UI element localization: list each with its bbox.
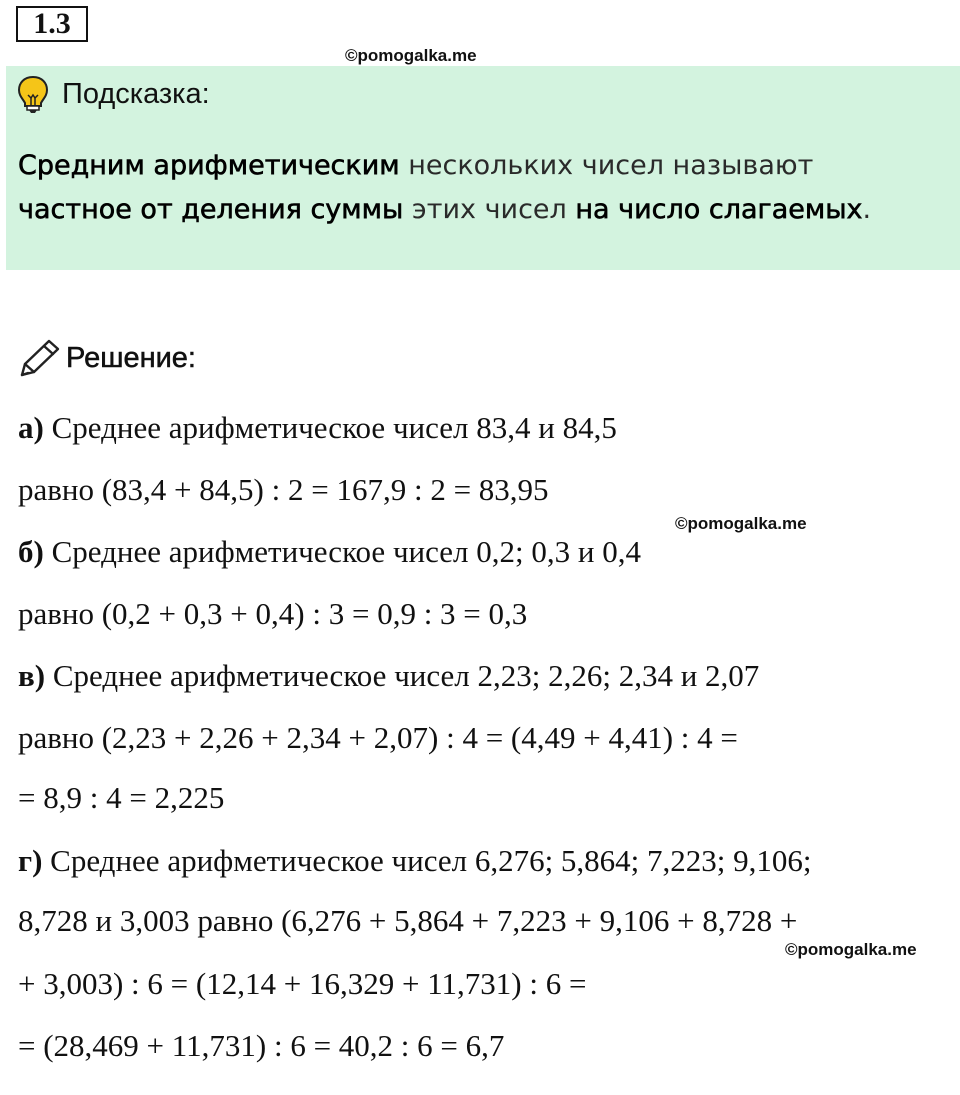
line-text: Среднее арифметическое чисел 6,276; 5,864; 7,223; 9,106; <box>42 843 812 878</box>
solution-line <box>18 660 759 691</box>
solution-title <box>66 342 196 375</box>
item-label: а) <box>18 410 44 445</box>
lightbulb-icon <box>16 75 50 115</box>
hint-definition <box>18 144 938 232</box>
hint-text-part: этих чисел <box>403 194 576 225</box>
line-text: = 8,9 : 4 = 2,225 <box>18 780 225 815</box>
item-label: б) <box>18 534 44 569</box>
line-text: Среднее арифметическое чисел 83,4 и 84,5 <box>43 410 617 445</box>
solution-line <box>18 474 549 505</box>
line-text: 8,728 и 3,003 равно (6,276 + 5,864 + 7,223 + 9,106 + 8,728 + <box>18 903 798 938</box>
solution-line <box>18 412 617 443</box>
line-text: равно (0,2 + 0,3 + 0,4) : 3 = 0,9 : 3 = 0,3 <box>18 596 528 631</box>
solution-line <box>18 905 797 936</box>
hint-bold-part: на число слагаемых <box>575 194 863 225</box>
solution-line <box>18 536 641 567</box>
watermark: ©pomogalka.me <box>345 46 477 65</box>
hint-bold-part: частное от деления суммы <box>18 194 404 225</box>
line-text: равно (2,23 + 2,26 + 2,34 + 2,07) : 4 = (4,49 + 4,41) : 4 = <box>18 720 738 755</box>
solution-line <box>18 968 586 999</box>
line-text: равно (83,4 + 84,5) : 2 = 167,9 : 2 = 83,95 <box>18 472 549 507</box>
hint-line-2 <box>18 188 938 232</box>
line-text: + 3,003) : 6 = (12,14 + 16,329 + 11,731) : 6 = <box>18 966 587 1001</box>
solution-line <box>18 1030 504 1061</box>
hint-text-part: . <box>862 194 872 225</box>
task-number: 1.3 <box>16 6 88 42</box>
solution-line <box>18 598 527 629</box>
line-text: = (28,469 + 11,731) : 6 = 40,2 : 6 = 6,7 <box>18 1028 505 1063</box>
pencil-icon <box>16 337 62 379</box>
hint-title: Подсказка: <box>62 78 210 110</box>
hint-text-part: нескольких чисел называют <box>399 150 814 181</box>
watermark: ©pomogalka.me <box>785 940 917 959</box>
item-label: в) <box>18 658 46 693</box>
solution-line <box>18 845 812 876</box>
line-text: Среднее арифметическое чисел 2,23; 2,26; 2,34 и 2,07 <box>45 658 760 693</box>
item-label: г) <box>18 843 43 878</box>
line-text: Среднее арифметическое чисел 0,2; 0,3 и 0,4 <box>43 534 641 569</box>
solution-line <box>18 782 224 813</box>
solution-title-text: Решение: <box>66 342 196 374</box>
hint-line-1 <box>18 144 938 188</box>
hint-term: Средним арифметическим <box>18 150 400 181</box>
solution-line <box>18 722 738 753</box>
watermark: ©pomogalka.me <box>675 514 807 533</box>
